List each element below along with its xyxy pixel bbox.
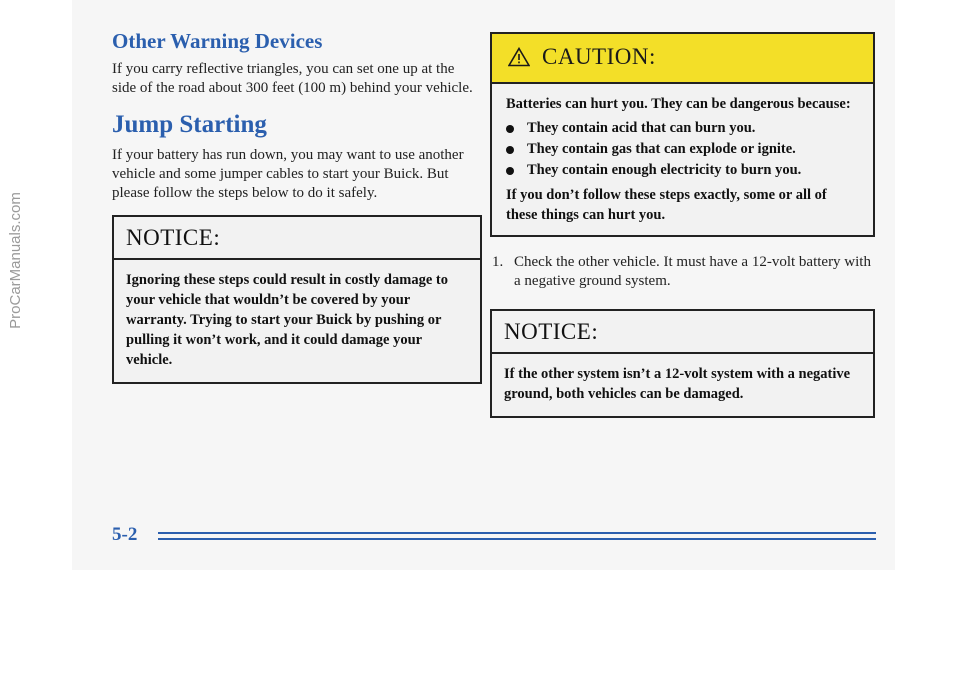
bullet-icon	[506, 167, 514, 175]
notice-header	[492, 311, 873, 354]
other-warning-devices-heading: Other Warning Devices	[112, 29, 323, 53]
bullet-text: They contain gas that can explode or ignite.	[527, 141, 796, 157]
bullet-text: They contain enough electricity to burn you.	[527, 162, 802, 178]
footer-rule	[158, 538, 876, 540]
warning-triangle-icon	[508, 47, 530, 67]
list-item	[506, 160, 859, 181]
other-warning-devices-text: If you carry reflective triangles, you can set one up at the side of the road about 300 feet (100 m) behind your vehicle.	[112, 61, 473, 96]
side-watermark	[2, 130, 28, 390]
page-number: 5-2	[112, 524, 138, 545]
caution-box	[490, 32, 875, 237]
caution-intro: Batteries can hurt you. They can be dangerous because:	[506, 96, 851, 112]
notice-title: NOTICE:	[126, 225, 221, 250]
bullet-icon	[506, 146, 514, 154]
notice-box	[112, 215, 482, 384]
jump-starting-text: If your battery has run down, you may want to use another vehicle and some jumper cables to start your Buick. But please follow the steps below to do it safely.	[112, 147, 464, 201]
left-column	[112, 28, 482, 384]
list-item	[506, 139, 859, 160]
caution-bullet-list	[506, 118, 859, 181]
footer-rule	[158, 532, 876, 534]
caution-outro: If you don’t follow these steps exactly, some or all of these things can hurt you.	[506, 187, 827, 223]
step-1	[490, 253, 875, 291]
page-footer	[112, 524, 876, 544]
watermark-text: ProCarManuals.com	[6, 191, 24, 329]
bullet-text: They contain acid that can burn you.	[527, 120, 756, 136]
step-number: 1.	[492, 254, 504, 270]
notice-box-2	[490, 309, 875, 418]
list-item	[506, 118, 859, 139]
notice-title: NOTICE:	[504, 319, 599, 344]
caution-header	[492, 34, 873, 84]
caution-title: CAUTION:	[542, 44, 656, 69]
caution-body	[492, 84, 873, 235]
notice-header	[114, 217, 480, 260]
bullet-icon	[506, 125, 514, 133]
right-column	[490, 32, 875, 418]
notice-text: If the other system isn’t a 12-volt system with a negative ground, both vehicles can be damaged.	[504, 366, 851, 402]
jump-starting-heading: Jump Starting	[112, 111, 267, 138]
step-text: Check the other vehicle. It must have a 12-volt battery with a negative ground system.	[514, 254, 871, 289]
notice-text: Ignoring these steps could result in costly damage to your vehicle that wouldn’t be covered by your warranty. Trying to start your Buick by pushing or pulling it won’t work, and it could damage your vehicle.	[126, 272, 448, 368]
